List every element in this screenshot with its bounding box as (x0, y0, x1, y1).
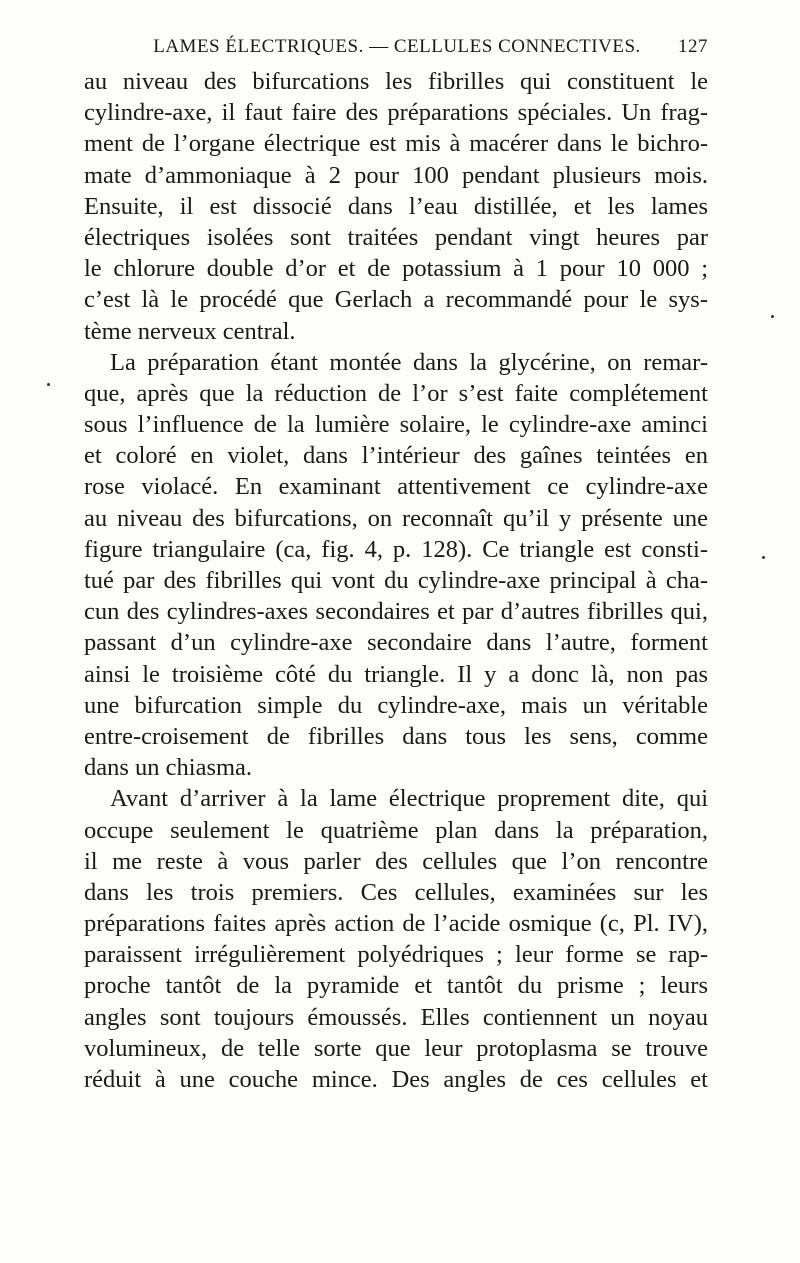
text-line: il me reste à vous parler des cellules que l’on rencontre (84, 847, 708, 875)
text-line: angles sont toujours émoussés. Elles contiennent un noyau (84, 1003, 708, 1031)
text-line: mate d’ammoniaque à 2 pour 100 pendant plusieurs mois. (84, 161, 708, 189)
margin-speck (47, 383, 50, 386)
text-line: ment de l’organe électrique est mis à macérer dans le bichro- (84, 130, 708, 158)
margin-speck (771, 315, 774, 318)
text-line: dans un chiasma. (84, 754, 253, 782)
text-line: ainsi le troisième côté du triangle. Il y a donc là, non pas (84, 660, 708, 688)
body-text (84, 66, 708, 1095)
text-line: le chlorure double d’or et de potassium à 1 pour 10 000 ; (84, 255, 708, 283)
page-number: 127 (678, 36, 708, 57)
running-head: LAMES ÉLECTRIQUES. — CELLULES CONNECTIVES. (153, 36, 641, 57)
text-line: préparations faites après action de l’acide osmique (c, Pl. IV), (84, 910, 708, 938)
text-line: proche tantôt de la pyramide et tantôt du prisme ; leurs (84, 972, 708, 1000)
text-line: cylindre-axe, il faut faire des préparations spéciales. Un frag- (84, 99, 708, 127)
text-line: volumineux, de telle sorte que leur protoplasma se trouve (84, 1034, 708, 1062)
text-line: au niveau des bifurcations, on reconnaît qu’il y présente une (84, 504, 708, 532)
text-line: réduit à une couche mince. Des angles de ces cellules et (84, 1066, 708, 1093)
text-line: dans les trois premiers. Ces cellules, examinées sur les (84, 878, 708, 906)
text-line: sous l’influence de la lumière solaire, le cylindre-axe aminci (84, 411, 708, 439)
text-line: cun des cylindres-axes secondaires et par d’autres fibrilles qui, (84, 598, 708, 626)
page-header (86, 32, 708, 62)
text-line: et coloré en violet, dans l’intérieur des gaînes teintées en (84, 442, 708, 470)
text-line: rose violacé. En examinant attentivement ce cylindre-axe (84, 473, 708, 501)
text-line: entre-croisement de fibrilles dans tous les sens, comme (84, 722, 708, 750)
text-line: passant d’un cylindre-axe secondaire dans l’autre, forment (84, 629, 708, 657)
text-line: La préparation étant montée dans la glycérine, on remar- (110, 348, 708, 376)
text-line: Ensuite, il est dissocié dans l’eau distillée, et les lames (84, 192, 708, 220)
text-line: au niveau des bifurcations les fibrilles qui constituent le (84, 68, 708, 95)
text-line: figure triangulaire (ca, fig. 4, p. 128). Ce triangle est consti- (84, 535, 708, 563)
text-line: paraissent irrégulièrement polyédriques ; leur forme se rap- (84, 941, 708, 969)
text-line: Avant d’arriver à la lame électrique proprement dite, qui (110, 785, 708, 813)
text-line: électriques isolées sont traitées pendant vingt heures par (84, 223, 708, 251)
text-line: c’est là le procédé que Gerlach a recommandé pour le sys- (84, 286, 708, 314)
text-line: que, après que la réduction de l’or s’est faite complétement (84, 379, 708, 407)
text-line: une bifurcation simple du cylindre-axe, mais un véritable (84, 691, 708, 719)
text-line: tème nerveux central. (84, 317, 296, 345)
text-line: occupe seulement le quatrième plan dans la préparation, (84, 816, 708, 844)
margin-speck (762, 556, 765, 559)
text-line: tué par des fibrilles qui vont du cylindre-axe principal à cha- (84, 567, 708, 594)
